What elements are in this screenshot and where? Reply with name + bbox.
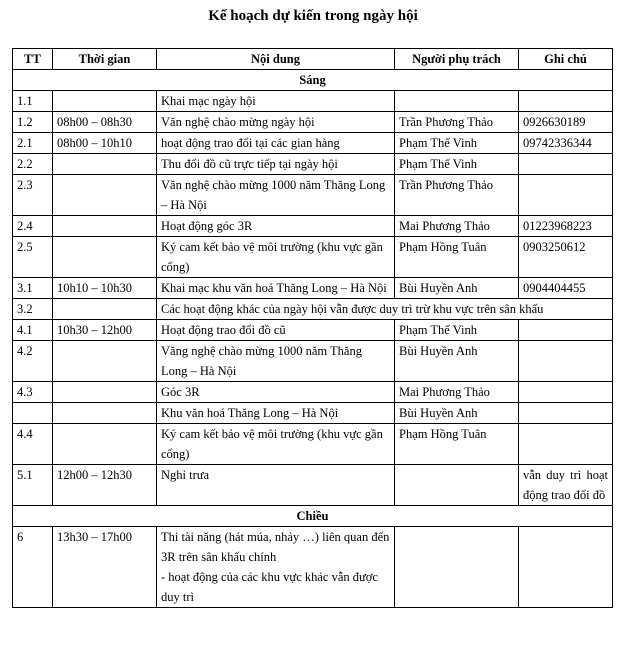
row-content: Thi tài năng (hát múa, nhảy …) liên quan đến 3R trên sân khấu chính - hoạt động của các khu vực khác vẫn được duy trì xyxy=(157,527,395,608)
schedule-table xyxy=(12,48,613,608)
table-row xyxy=(13,112,613,133)
row-tt: 2.4 xyxy=(13,216,53,237)
table-row xyxy=(13,133,613,154)
row-content: Hoạt động góc 3R xyxy=(157,216,395,237)
row-person: Phạm Thế Vinh xyxy=(395,320,519,341)
row-tt: 4.2 xyxy=(13,341,53,382)
row-note xyxy=(519,382,613,403)
row-content: Ký cam kết bảo vệ môi trường (khu vực gần cổng) xyxy=(157,424,395,465)
row-content: Khai mạc khu văn hoá Thăng Long – Hà Nội xyxy=(157,278,395,299)
row-time: 13h30 – 17h00 xyxy=(53,527,157,608)
row-content: Văn nghệ chào mừng 1000 năm Thăng Long – Hà Nội xyxy=(157,175,395,216)
row-tt: 1.1 xyxy=(13,91,53,112)
table-row xyxy=(13,175,613,216)
header-person: Người phụ trách xyxy=(395,49,519,70)
row-person: Phạm Thế Vinh xyxy=(395,133,519,154)
row-time xyxy=(53,403,157,424)
row-content: Nghỉ trưa xyxy=(157,465,395,506)
row-content: Thu đổi đồ cũ trực tiếp tại ngày hội xyxy=(157,154,395,175)
row-note xyxy=(519,403,613,424)
row-tt xyxy=(13,403,53,424)
row-note: 0926630189 xyxy=(519,112,613,133)
table-row xyxy=(13,403,613,424)
row-note xyxy=(519,175,613,216)
row-content: Ký cam kết bảo vệ môi trường (khu vực gần cổng) xyxy=(157,237,395,278)
table-row xyxy=(13,527,613,608)
table-row xyxy=(13,382,613,403)
row-person: Bùi Huyền Anh xyxy=(395,341,519,382)
row-note xyxy=(519,320,613,341)
table-header-row xyxy=(13,49,613,70)
row-person: Mai Phương Thảo xyxy=(395,216,519,237)
row-time xyxy=(53,154,157,175)
row-content: Khai mạc ngày hội xyxy=(157,91,395,112)
row-tt: 3.1 xyxy=(13,278,53,299)
row-note: vẫn duy trì hoạt động trao đổi đồ xyxy=(519,465,613,506)
header-note: Ghi chú xyxy=(519,49,613,70)
row-tt: 5.1 xyxy=(13,465,53,506)
table-row xyxy=(13,154,613,175)
header-content: Nội dung xyxy=(157,49,395,70)
table-row xyxy=(13,216,613,237)
table-row xyxy=(13,278,613,299)
row-tt: 3.2 xyxy=(13,299,53,320)
table-row xyxy=(13,465,613,506)
row-time xyxy=(53,341,157,382)
table-row xyxy=(13,424,613,465)
row-content: Góc 3R xyxy=(157,382,395,403)
row-note xyxy=(519,154,613,175)
section-row-afternoon xyxy=(13,506,613,527)
section-morning: Sáng xyxy=(13,70,613,91)
row-time xyxy=(53,424,157,465)
row-content: hoạt động trao đổi tại các gian hàng xyxy=(157,133,395,154)
row-note xyxy=(519,424,613,465)
row-person: Trần Phương Thảo xyxy=(395,175,519,216)
row-person: Bùi Huyền Anh xyxy=(395,403,519,424)
row-content: Các hoạt động khác của ngày hội vẫn được duy trì trừ khu vực trên sân khấu xyxy=(157,299,613,320)
row-tt: 2.2 xyxy=(13,154,53,175)
row-time: 10h30 – 12h00 xyxy=(53,320,157,341)
row-tt: 4.4 xyxy=(13,424,53,465)
row-time xyxy=(53,299,157,320)
table-row xyxy=(13,320,613,341)
header-time: Thời gian xyxy=(53,49,157,70)
row-content: Văn nghệ chào mừng ngày hội xyxy=(157,112,395,133)
row-person xyxy=(395,91,519,112)
row-time xyxy=(53,216,157,237)
row-person xyxy=(395,527,519,608)
row-time: 10h10 – 10h30 xyxy=(53,278,157,299)
row-note xyxy=(519,527,613,608)
row-tt: 1.2 xyxy=(13,112,53,133)
row-time xyxy=(53,175,157,216)
row-person: Phạm Hồng Tuân xyxy=(395,237,519,278)
row-person: Phạm Thế Vinh xyxy=(395,154,519,175)
row-time xyxy=(53,91,157,112)
row-note xyxy=(519,341,613,382)
row-tt: 4.1 xyxy=(13,320,53,341)
row-note: 09742336344 xyxy=(519,133,613,154)
row-time: 08h00 – 08h30 xyxy=(53,112,157,133)
table-row xyxy=(13,91,613,112)
row-tt: 2.1 xyxy=(13,133,53,154)
section-afternoon: Chiều xyxy=(13,506,613,527)
row-person: Phạm Hồng Tuân xyxy=(395,424,519,465)
document-title: Kế hoạch dự kiến trong ngày hội xyxy=(208,8,418,24)
row-tt: 4.3 xyxy=(13,382,53,403)
row-tt: 2.3 xyxy=(13,175,53,216)
row-note: 01223968223 xyxy=(519,216,613,237)
row-content: Hoạt động trao đổi đồ cũ xyxy=(157,320,395,341)
row-person: Bùi Huyền Anh xyxy=(395,278,519,299)
row-tt: 6 xyxy=(13,527,53,608)
row-content: Văng nghệ chào mừng 1000 năm Thăng Long – Hà Nội xyxy=(157,341,395,382)
header-tt: TT xyxy=(13,49,53,70)
row-content: Khu văn hoá Thăng Long – Hà Nội xyxy=(157,403,395,424)
table-row xyxy=(13,341,613,382)
row-tt: 2.5 xyxy=(13,237,53,278)
row-person: Mai Phương Thảo xyxy=(395,382,519,403)
row-person: Trần Phương Thảo xyxy=(395,112,519,133)
row-time xyxy=(53,237,157,278)
table-row xyxy=(13,237,613,278)
row-time: 08h00 – 10h10 xyxy=(53,133,157,154)
row-time xyxy=(53,382,157,403)
row-person xyxy=(395,465,519,506)
row-note xyxy=(519,91,613,112)
table-row xyxy=(13,299,613,320)
row-note: 0904404455 xyxy=(519,278,613,299)
section-row-morning xyxy=(13,70,613,91)
row-time: 12h00 – 12h30 xyxy=(53,465,157,506)
row-note: 0903250612 xyxy=(519,237,613,278)
